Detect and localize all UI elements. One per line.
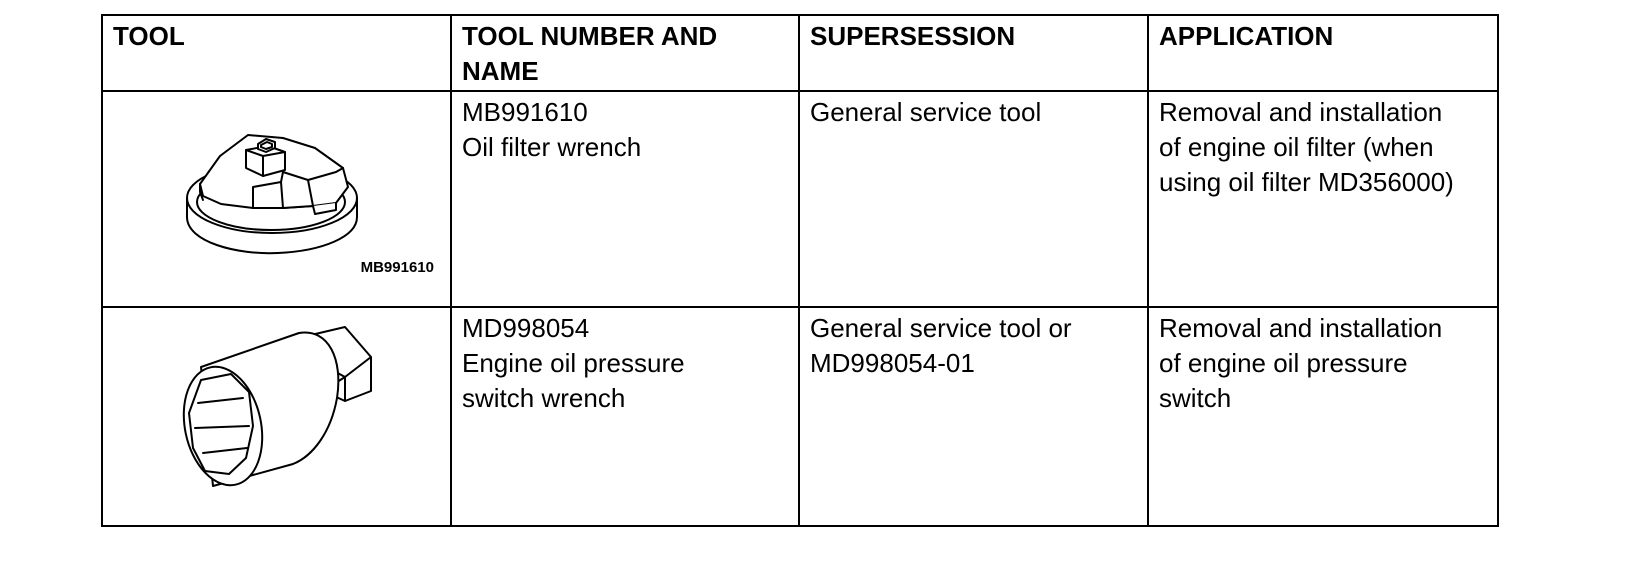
tool-number-and-name-cell [451, 307, 799, 526]
header-application-label: APPLICATION [1159, 21, 1334, 51]
header-row [102, 15, 1498, 91]
supersession-text-line-1: General service tool or [810, 312, 1072, 343]
header-tool [102, 15, 451, 91]
supersession-text: General service tool [810, 97, 1042, 127]
application-text-line-3: using oil filter MD356000) [1159, 167, 1454, 197]
header-tool-number-and-name [451, 15, 799, 91]
application-text-line-2: of engine oil filter (when [1159, 132, 1434, 162]
tool-name-line-1: Engine oil pressure [462, 347, 685, 378]
supersession-cell [799, 307, 1148, 526]
application-cell [1148, 91, 1498, 307]
header-supersession [799, 15, 1148, 91]
application-text-line-1: Removal and installation [1159, 97, 1443, 127]
application-text-line-2: of engine oil pressure [1159, 347, 1408, 378]
table-row [102, 91, 1498, 307]
tool-illustration-cell [102, 307, 451, 526]
application-text-line-3: switch [1159, 382, 1232, 413]
application-text-line-1: Removal and installation [1159, 312, 1443, 343]
header-application [1148, 15, 1498, 91]
tool-name: Oil filter wrench [462, 132, 642, 162]
header-tool-label: TOOL [113, 21, 185, 51]
oil-pressure-switch-socket-icon [103, 308, 450, 524]
tool-name-line-2: switch wrench [462, 382, 626, 413]
tool-number: MD998054 [462, 312, 590, 343]
application-cell [1148, 307, 1498, 526]
tool-illustration-label: MB991610 [360, 258, 434, 276]
tool-number: MB991610 [462, 97, 588, 127]
special-tools-table [101, 14, 1499, 527]
table-row [102, 307, 1498, 526]
supersession-cell [799, 91, 1148, 307]
header-tool-number-label-line-2: NAME [462, 56, 539, 86]
header-supersession-label: SUPERSESSION [810, 21, 1016, 51]
tool-number-and-name-cell [451, 91, 799, 307]
header-tool-number-label-line-1: TOOL NUMBER AND [462, 21, 718, 51]
tool-illustration-cell [102, 91, 451, 307]
supersession-text-line-2: MD998054-01 [810, 347, 975, 378]
